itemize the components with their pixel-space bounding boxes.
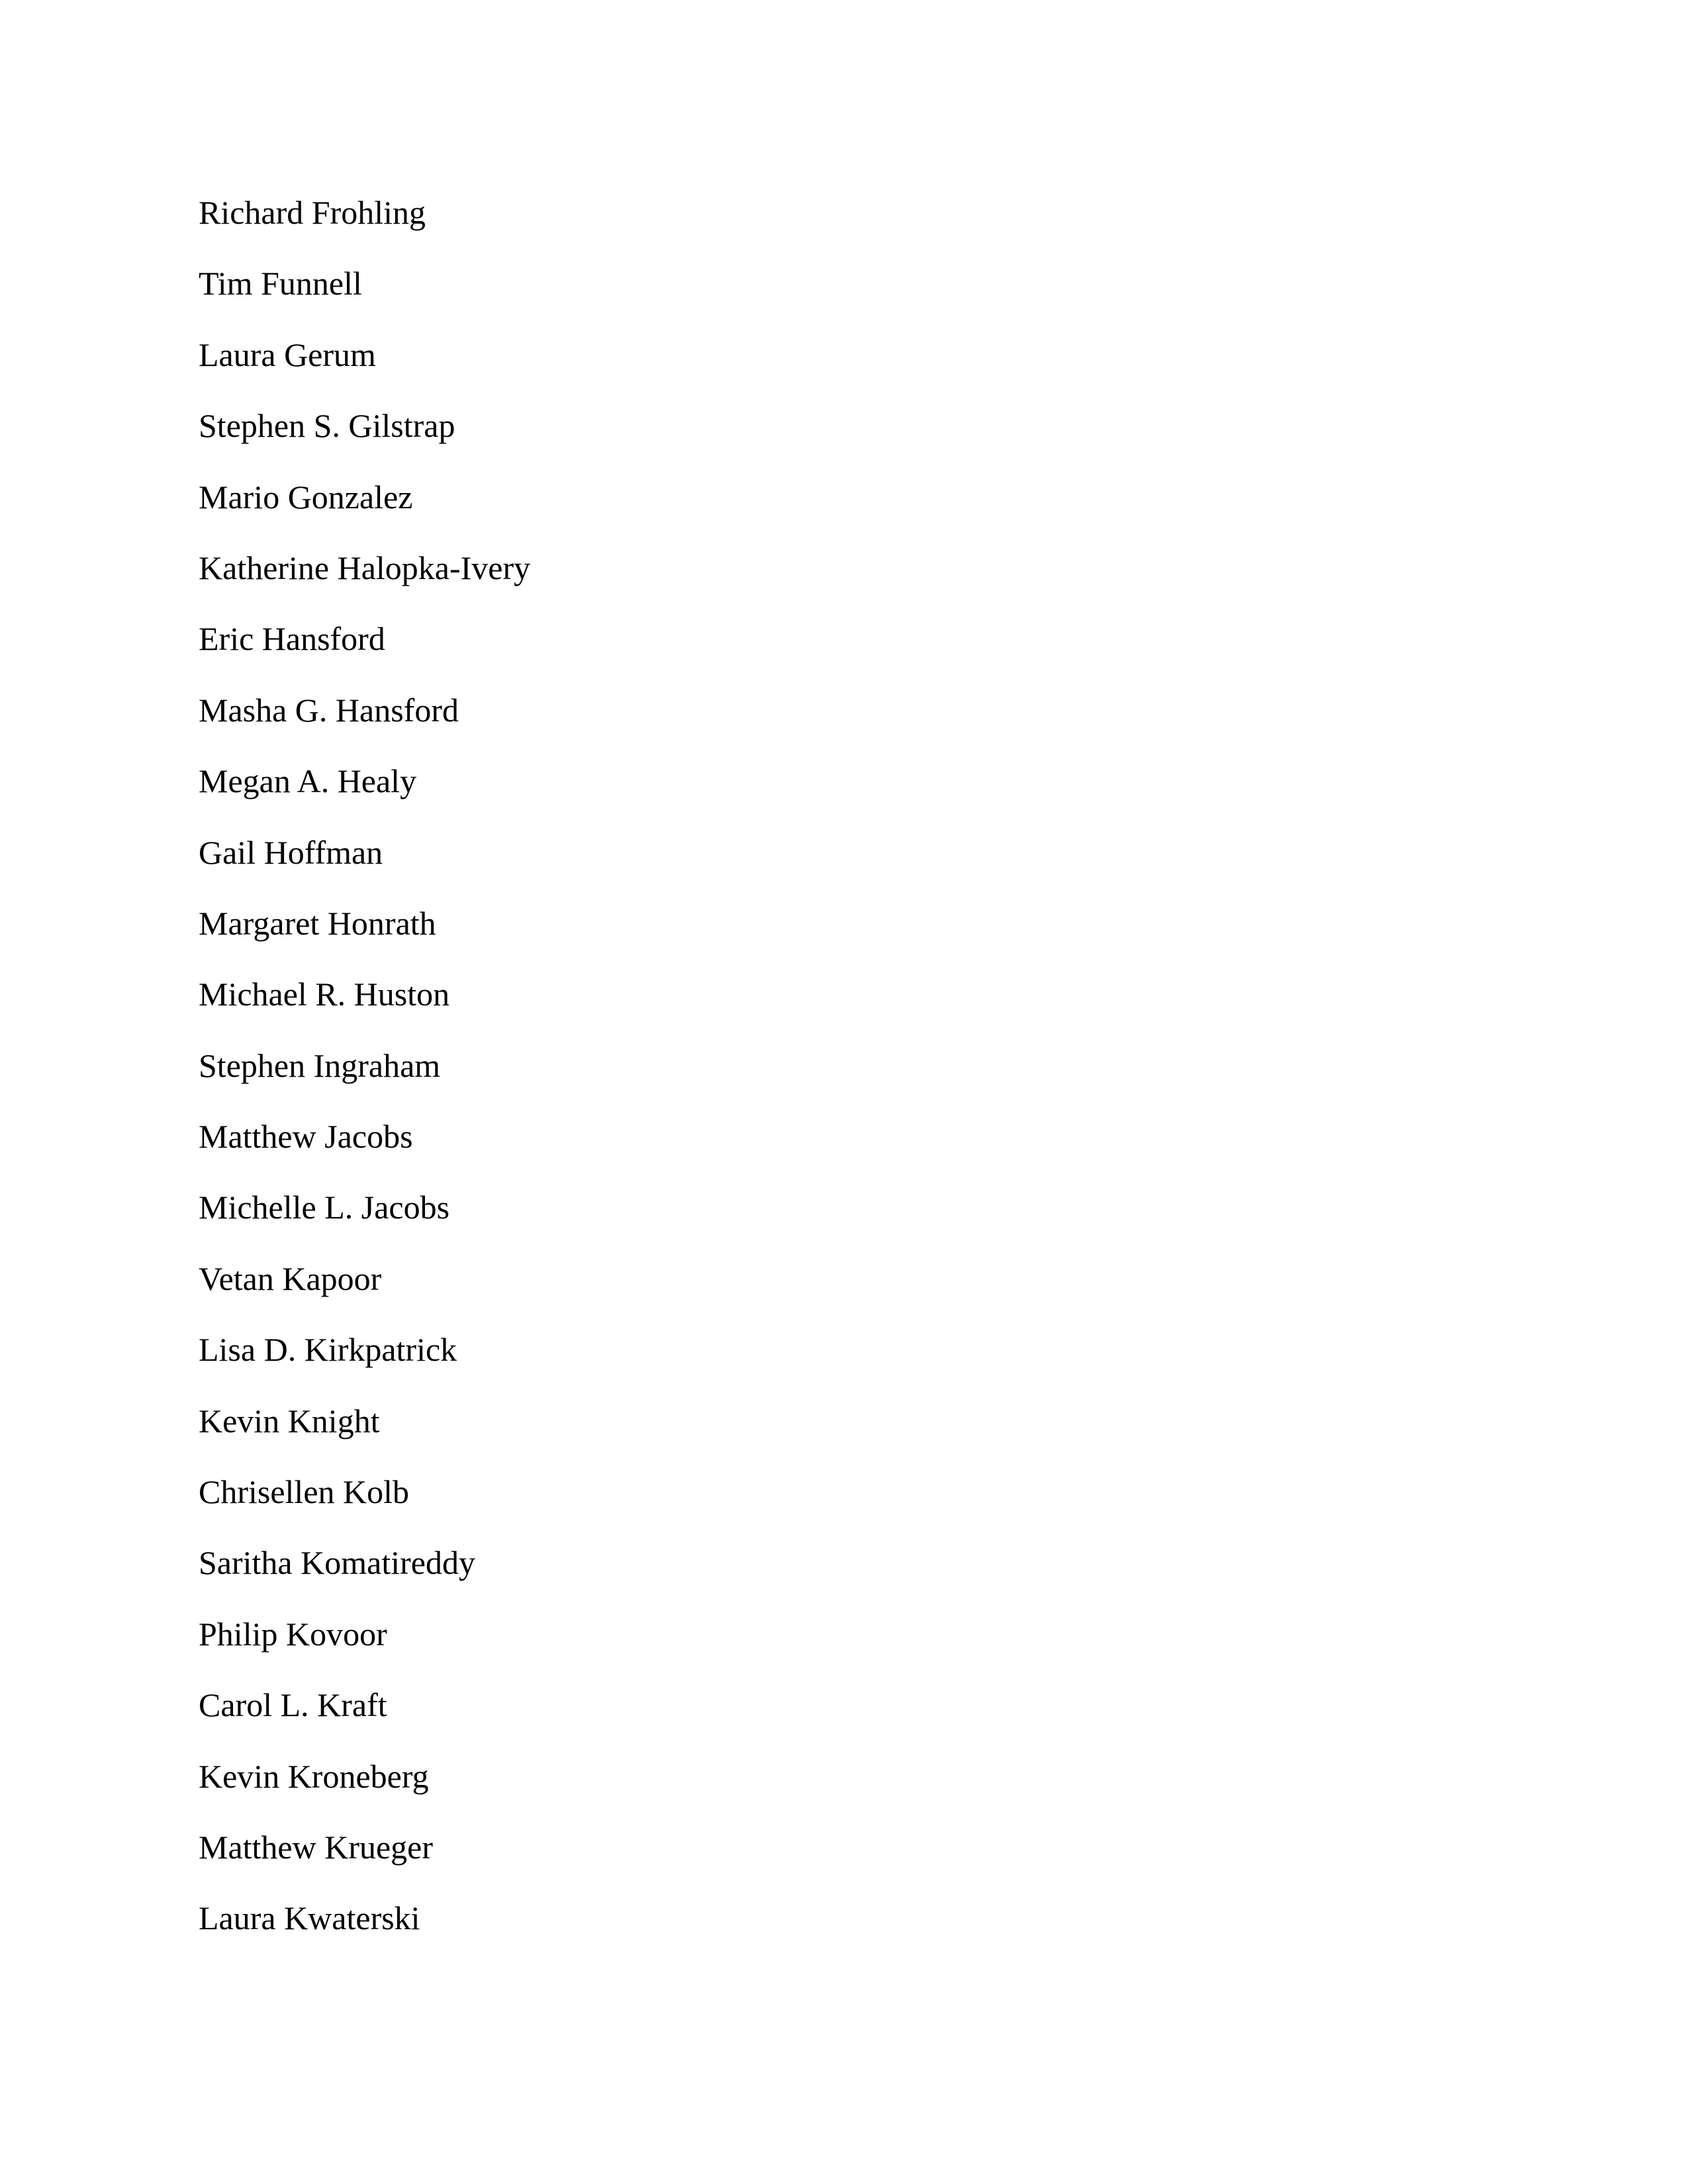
list-item: Margaret Honrath [199,904,436,942]
list-item: Vetan Kapoor [199,1259,382,1297]
list-item: Gail Hoffman [199,833,383,871]
list-item: Eric Hansford [199,620,385,658]
list-item: Saritha Komatireddy [199,1544,475,1582]
list-item: Richard Frohling [199,194,426,231]
list-item: Laura Gerum [199,336,376,373]
list-item: Michelle L. Jacobs [199,1189,450,1226]
list-item: Katherine Halopka-Ivery [199,549,531,586]
list-item: Stephen Ingraham [199,1046,441,1084]
list-item: Matthew Krueger [199,1828,434,1866]
list-item: Carol L. Kraft [199,1686,387,1724]
list-item: Matthew Jacobs [199,1118,413,1156]
list-item: Mario Gonzalez [199,478,413,516]
list-item: Chrisellen Kolb [199,1473,410,1511]
list-item: Laura Kwaterski [199,1899,420,1937]
list-item: Tim Funnell [199,265,362,302]
list-item: Kevin Kroneberg [199,1757,429,1795]
list-item: Masha G. Hansford [199,691,459,729]
list-item: Philip Kovoor [199,1615,387,1653]
list-item: Lisa D. Kirkpatrick [199,1331,457,1369]
list-item: Stephen S. Gilstrap [199,407,455,445]
name-list [199,193,530,1970]
list-item: Kevin Knight [199,1402,380,1439]
list-item: Megan A. Healy [199,762,417,800]
list-item: Michael R. Huston [199,976,450,1013]
